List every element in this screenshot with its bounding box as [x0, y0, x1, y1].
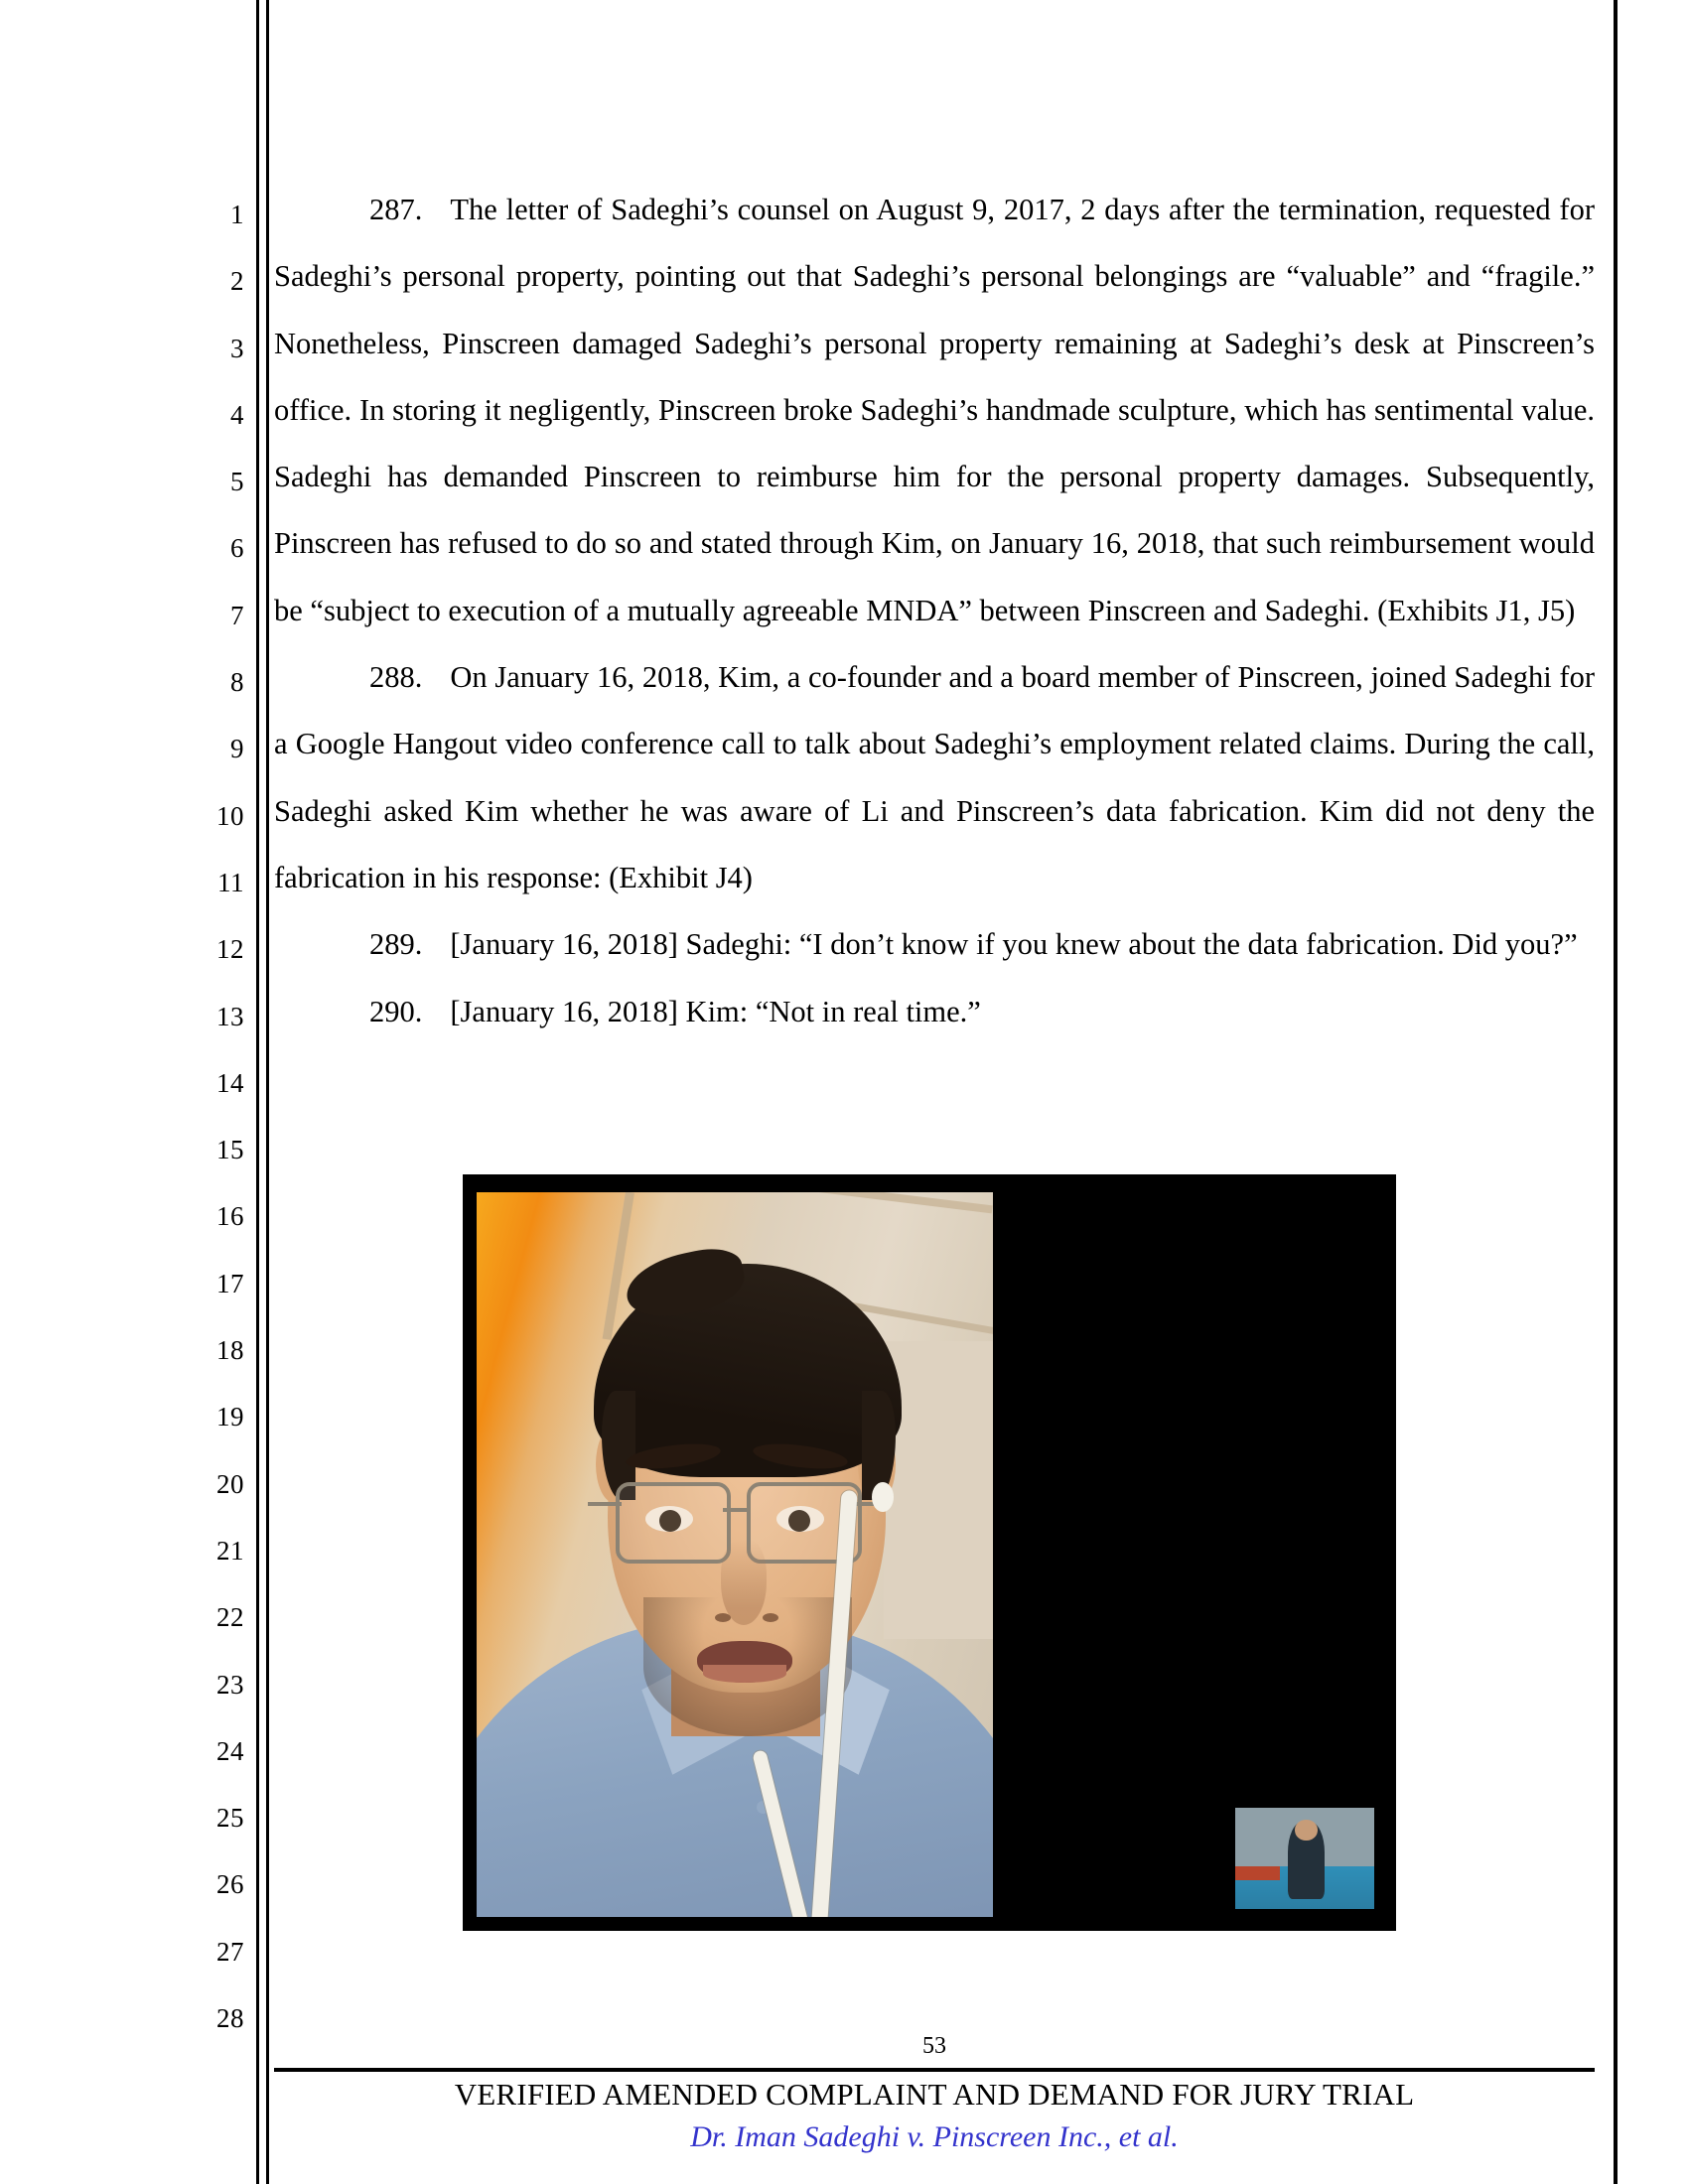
line-number: 16	[216, 1201, 244, 1232]
footer-title: VERIFIED AMENDED COMPLAINT AND DEMAND FOR JURY TRIAL	[454, 2077, 1415, 2112]
paragraph-287	[274, 177, 1595, 644]
paragraph-number: 287.	[369, 193, 423, 226]
nose	[721, 1540, 767, 1625]
line-number: 25	[216, 1803, 244, 1834]
eyeglasses-lens-left	[616, 1482, 731, 1564]
paragraph-number: 290.	[369, 994, 423, 1028]
earbud-icon	[872, 1482, 894, 1512]
exhibit-screenshot	[463, 1174, 1396, 1931]
pleading-rule-left-inner	[266, 0, 269, 2184]
line-number: 6	[230, 533, 244, 564]
paragraph-289	[274, 911, 1595, 978]
line-number: 26	[216, 1869, 244, 1900]
line-number: 7	[230, 600, 244, 630]
line-number: 2	[230, 266, 244, 297]
footer-divider	[274, 2068, 1595, 2072]
paragraph-288	[274, 644, 1595, 911]
main-video-pane	[477, 1192, 993, 1917]
line-number: 11	[217, 867, 244, 897]
line-number: 4	[230, 399, 244, 430]
line-number: 12	[216, 934, 244, 965]
line-number: 24	[216, 1735, 244, 1766]
footer-case-caption: Dr. Iman Sadeghi v. Pinscreen Inc., et al.	[690, 2120, 1179, 2153]
line-number: 19	[216, 1402, 244, 1433]
paragraph-number: 289.	[369, 927, 423, 962]
line-number: 23	[216, 1669, 244, 1700]
document-body	[274, 177, 1595, 1045]
line-number: 18	[216, 1335, 244, 1366]
line-number: 21	[216, 1535, 244, 1566]
eyeglasses-bridge	[723, 1508, 751, 1512]
line-number: 22	[216, 1602, 244, 1633]
line-number: 17	[216, 1268, 244, 1298]
pip-red-object	[1235, 1866, 1280, 1880]
paragraph-number: 288.	[369, 660, 423, 695]
pleading-rule-left-outer	[256, 0, 259, 2184]
nostril-left	[715, 1613, 731, 1622]
lower-lip	[703, 1665, 786, 1683]
line-number: 13	[216, 1001, 244, 1031]
line-number-gutter	[189, 182, 244, 2052]
line-number: 27	[216, 1936, 244, 1967]
line-number: 28	[216, 2003, 244, 2034]
line-number: 8	[230, 667, 244, 698]
paragraph-text: [January 16, 2018] Sadeghi: “I don’t know if you knew about the data fabrication. Did you?”	[450, 927, 1578, 962]
line-number: 9	[230, 734, 244, 764]
line-number: 15	[216, 1135, 244, 1165]
line-number: 10	[216, 800, 244, 831]
line-number: 1	[230, 200, 244, 229]
nostril-right	[763, 1613, 778, 1622]
eyeglasses-temple-left	[588, 1502, 622, 1506]
pleading-rule-right	[1614, 0, 1618, 2184]
line-number: 20	[216, 1468, 244, 1499]
paragraph-text: The letter of Sadeghi’s counsel on August 9, 2017, 2 days after the termination, requested for Sadeghi’s personal property, pointing out that Sadeghi’s personal belongings are “valuable” and “fragile.” Nonetheless, Pinscreen damaged Sadeghi’s personal property remaining at Sadeghi’s desk at Pinscreen’s office. In storing it negligently, Pinscreen broke Sadeghi’s handmade sculpture, which has sentimental value. Sadeghi has demanded Pinscreen to reimburse him for the personal property damages. Subsequently, Pinscreen has refused to do so and stated through Kim, on January 16, 2018, that such reimbursement would be “subject to execution of a mutually agreeable MNDA” between Pinscreen and Sadeghi. (Exhibits J1, J5)	[274, 193, 1595, 627]
picture-in-picture-thumbnail[interactable]	[1235, 1808, 1374, 1909]
paragraph-text: On January 16, 2018, Kim, a co-founder and a board member of Pinscreen, joined Sadeghi for a Google Hangout video conference call to talk about Sadeghi’s employment related claims. During the call, Sadeghi asked Kim whether he was aware of Li and Pinscreen’s data fabrication. Kim did not deny the fabrication in his response: (Exhibit J4)	[274, 660, 1595, 894]
line-number: 5	[230, 467, 244, 497]
paragraph-text: [January 16, 2018] Kim: “Not in real time.”	[450, 994, 981, 1028]
pip-person-head	[1295, 1820, 1317, 1840]
paragraph-290	[274, 979, 1595, 1045]
wall-panel	[884, 1341, 993, 1639]
line-number: 14	[216, 1067, 244, 1098]
line-number: 3	[230, 333, 244, 363]
video-call-screenshot	[463, 1174, 1396, 1931]
page-number: 53	[922, 2033, 946, 2059]
